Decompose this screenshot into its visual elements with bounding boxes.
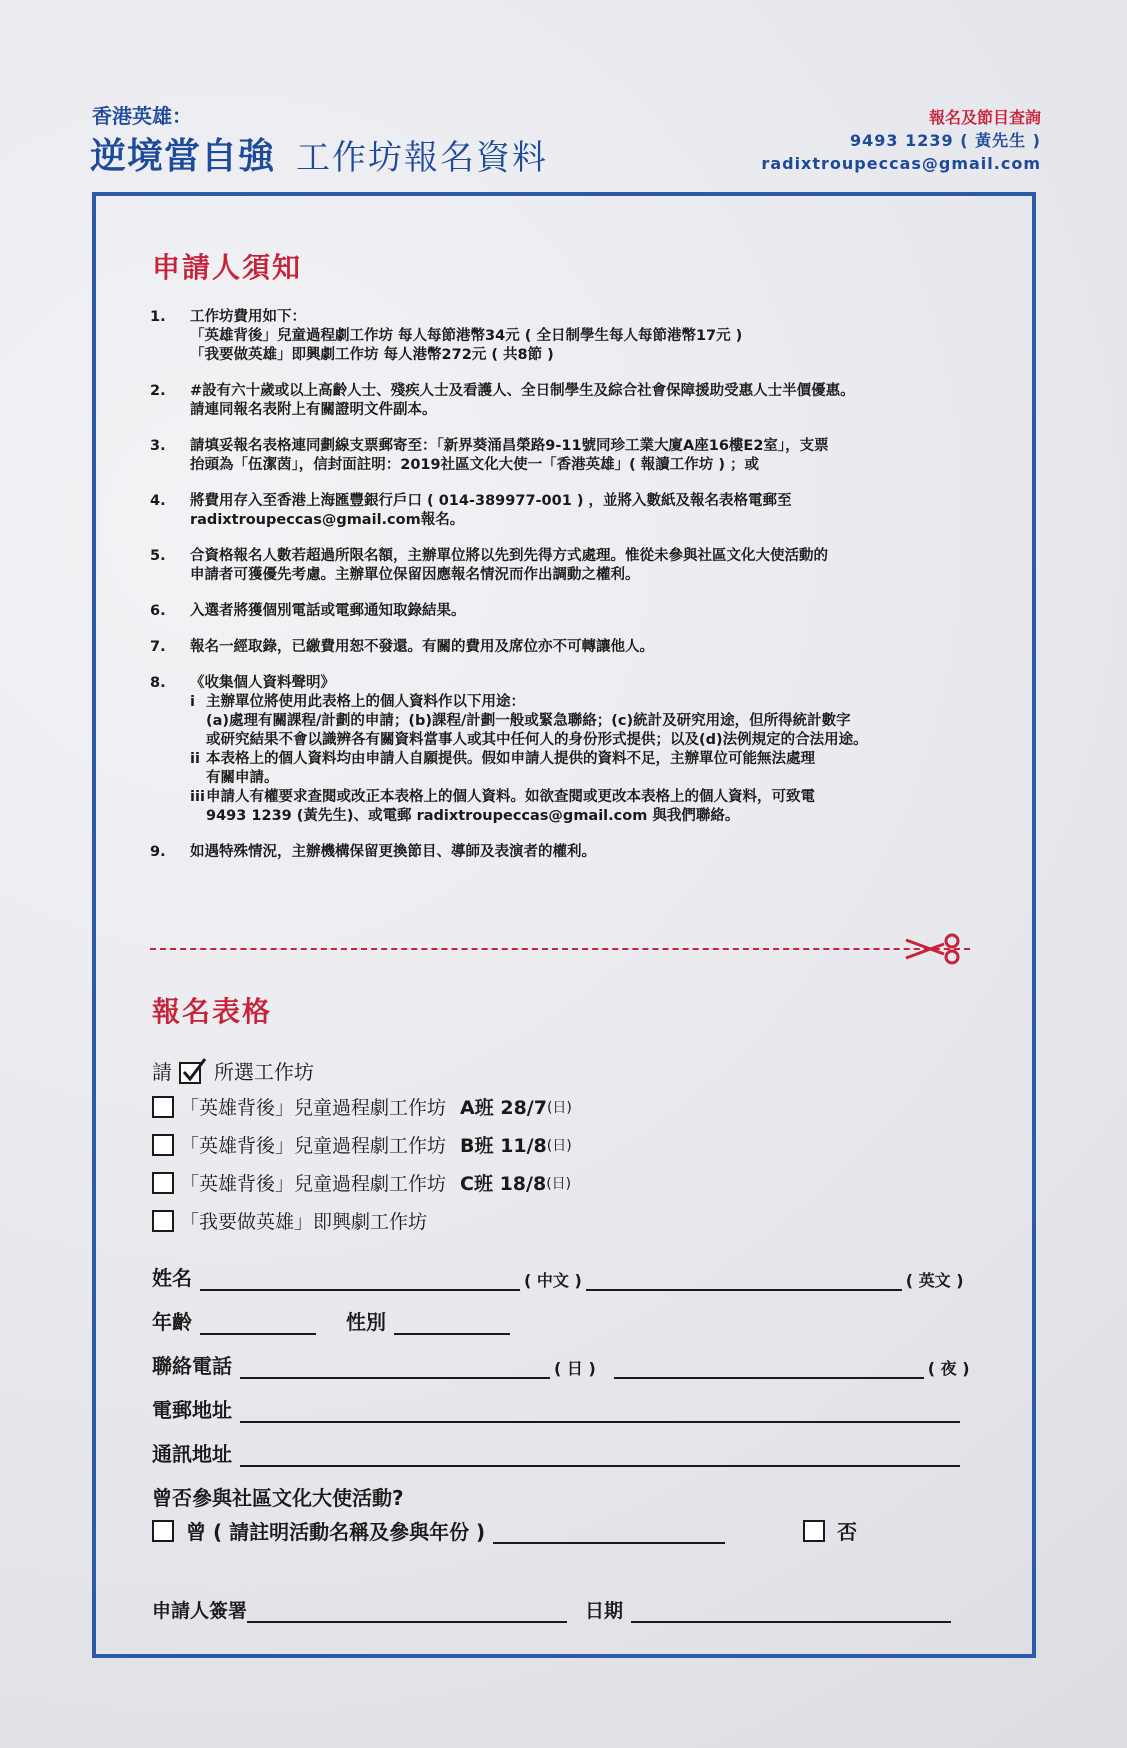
date-input[interactable]	[631, 1597, 951, 1623]
name-field	[152, 1262, 968, 1291]
workshop-name: 兒童過程劇工作坊	[294, 1173, 447, 1195]
notice-line: 請填妥報名表格連同劃線支票郵寄至：「新界葵涌昌榮路9-11號同珍工業大廈A座16樓E2室」，支票	[190, 438, 829, 454]
notice-line: 或研究結果不會以識辨各有關資料當事人或其中任何人的身份形式提供；以及(d)法例規定的合法用途。	[206, 732, 868, 748]
workshop-day: (日)	[546, 1099, 572, 1116]
contact-block	[761, 106, 1041, 175]
notice-number: 4.	[150, 493, 166, 509]
gender-input[interactable]	[394, 1309, 510, 1335]
workshop-option-c[interactable]	[152, 1169, 571, 1196]
checkbox[interactable]	[152, 1172, 174, 1194]
notice-item	[150, 382, 980, 420]
phone-field	[152, 1350, 974, 1379]
notice-number: 5.	[150, 548, 166, 564]
roman-numeral: i	[190, 694, 195, 710]
field-tag: ( 夜 )	[927, 1359, 970, 1378]
notice-line: 9493 1239 (黃先生)、或電郵 radixtroupeccas@gmail.com 與我們聯絡。	[206, 808, 740, 824]
notice-title: 申請人須知	[152, 251, 303, 284]
notice-line: 工作坊費用如下：	[190, 309, 306, 325]
notice-line: 入選者將獲個別電話或電郵通知取錄結果。	[190, 603, 466, 619]
workshop-name: 兒童過程劇工作坊	[294, 1135, 447, 1157]
phone-night-input[interactable]	[614, 1353, 924, 1379]
notice-item	[150, 638, 980, 657]
notice-number: 2.	[150, 383, 166, 399]
notice-number: 3.	[150, 438, 166, 454]
signature-row	[152, 1596, 951, 1623]
field-label: 電郵地址	[152, 1398, 232, 1422]
yes-label: 曾 ( 請註明活動名稱及參與年份 )	[186, 1520, 486, 1544]
notice-item	[150, 547, 980, 585]
field-label: 申請人簽署	[152, 1600, 248, 1622]
no-checkbox[interactable]	[803, 1520, 825, 1542]
cut-line	[150, 948, 970, 950]
form-title: 報名表格	[152, 995, 273, 1028]
contact-label: 報名及節目查詢	[928, 108, 1041, 127]
workshop-name: 即興劇工作坊	[313, 1211, 428, 1233]
address-input[interactable]	[240, 1441, 960, 1467]
workshop-class: C班 18/8	[460, 1173, 547, 1195]
notice-number: 1.	[150, 309, 166, 325]
notice-line: 申請人有權要求查閱或改正本表格上的個人資料。如欲查閱或更改本表格上的個人資料，可致電	[206, 789, 815, 805]
roman-numeral: ii	[190, 751, 200, 767]
checkbox[interactable]	[152, 1210, 174, 1232]
notice-line: 合資格報名人數若超過所限名額，主辦單位將以先到先得方式處理。惟從未參與社區文化大使活動的	[190, 548, 828, 564]
notice-line: 「我要做英雄」即興劇工作坊 每人港幣272元 ( 共8節 )	[190, 347, 554, 363]
address-field	[152, 1438, 960, 1467]
notice-line: 請連同報名表附上有關證明文件副本。	[190, 402, 437, 418]
no-label: 否	[837, 1520, 858, 1544]
yes-checkbox[interactable]	[152, 1520, 174, 1542]
field-label: 姓名	[152, 1266, 192, 1290]
workshop-quote: 「英雄背後」	[180, 1135, 295, 1157]
workshop-quote: 「我要做英雄」	[180, 1211, 314, 1233]
workshop-quote: 「英雄背後」	[180, 1173, 295, 1195]
notice-item	[150, 602, 980, 621]
notice-line: (a)處理有關課程/計劃的申請；(b)課程/計劃一般或緊急聯絡；(c)統計及研究用途，但所得統計數字	[206, 713, 851, 729]
notice-number: 7.	[150, 639, 166, 655]
privacy-statement	[150, 674, 980, 826]
notice-line: 申請者可獲優先考慮。主辦單位保留因應報名情況而作出調動之權利。	[190, 567, 640, 583]
notice-line: 抬頭為「伍潔茵」，信封面註明：2019社區文化大使一「香港英雄」( 報讀工作坊 ) ；或	[190, 457, 760, 473]
name-chinese-input[interactable]	[200, 1265, 520, 1291]
signature-input[interactable]	[247, 1597, 567, 1623]
scissors-icon	[904, 932, 964, 966]
notice-number: 6.	[150, 603, 166, 619]
notice-item	[150, 843, 980, 862]
contact-email[interactable]: radixtroupeccas@gmail.com	[761, 154, 1041, 173]
field-label: 日期	[585, 1600, 624, 1622]
email-input[interactable]	[240, 1397, 960, 1423]
header-subtitle: 香港英雄：	[92, 104, 192, 128]
instruction-text: 請	[152, 1060, 172, 1084]
field-label: 性別	[346, 1310, 386, 1334]
notice-item	[150, 437, 980, 475]
notice-line: 如遇特殊情況，主辦機構保留更換節目、導師及表演者的權利。	[190, 844, 596, 860]
roman-numeral: iii	[190, 789, 205, 805]
privacy-title: 《收集個人資料聲明》	[190, 675, 335, 691]
workshop-day: (日)	[546, 1175, 572, 1192]
instruction-text: 所選工作坊	[214, 1060, 314, 1084]
notice-line: #設有六十歲或以上高齡人士、殘疾人士及看護人、全日制學生及綜合社會保障援助受惠人士半價優惠。	[190, 383, 855, 399]
activity-input[interactable]	[493, 1518, 725, 1544]
header-title-light: 工作坊報名資料	[296, 138, 548, 178]
checkbox[interactable]	[152, 1134, 174, 1156]
notice-line: 主辦單位將使用此表格上的個人資料作以下用途：	[206, 694, 525, 710]
notice-line: radixtroupeccas@gmail.com報名。	[190, 512, 465, 528]
notice-line: 有關申請。	[206, 770, 279, 786]
field-tag: ( 中文 )	[524, 1271, 582, 1290]
notice-line: 本表格上的個人資料均由申請人自願提供。假如申請人提供的資料不足，主辦單位可能無法處理	[206, 751, 815, 767]
notice-item	[150, 492, 980, 530]
workshop-quote: 「英雄背後」	[180, 1097, 295, 1119]
checkmark-box-icon	[178, 1057, 208, 1085]
header-title: 逆境當自強	[90, 136, 276, 177]
field-label: 通訊地址	[152, 1442, 232, 1466]
field-label: 聯絡電話	[152, 1354, 232, 1378]
field-label: 年齡	[152, 1310, 192, 1334]
age-input[interactable]	[200, 1309, 316, 1335]
notice-line: 「英雄背後」兒童過程劇工作坊 每人每節港幣34元 ( 全日制學生每人每節港幣17元 )	[190, 328, 743, 344]
field-tag: ( 英文 )	[905, 1271, 964, 1290]
field-tag: ( 日 )	[554, 1359, 596, 1378]
notice-item	[150, 308, 980, 365]
contact-phone: 9493 1239 ( 黃先生 )	[850, 131, 1041, 150]
participation-question	[152, 1482, 404, 1511]
workshop-name: 兒童過程劇工作坊	[294, 1097, 447, 1119]
workshop-option-improv[interactable]	[152, 1207, 427, 1234]
notice-number: 9.	[150, 844, 166, 860]
notice-list	[150, 308, 980, 879]
phone-day-input[interactable]	[240, 1353, 550, 1379]
checkbox[interactable]	[152, 1096, 174, 1118]
name-english-input[interactable]	[586, 1265, 902, 1291]
notice-line: 報名一經取錄，已繳費用恕不發還。有關的費用及席位亦不可轉讓他人。	[190, 639, 654, 655]
notice-number: 8.	[150, 675, 166, 691]
participation-options	[152, 1516, 857, 1545]
question-text: 曾否參與社區文化大使活動?	[152, 1486, 404, 1510]
workshop-day: (日)	[546, 1137, 572, 1154]
email-field	[152, 1394, 960, 1423]
workshop-class: B班 11/8	[460, 1135, 547, 1157]
workshop-option-a[interactable]	[152, 1093, 572, 1120]
workshop-option-b[interactable]	[152, 1131, 572, 1158]
age-gender-field	[152, 1306, 510, 1335]
notice-line: 將費用存入至香港上海匯豐銀行戶口 ( 014-389977-001 ) ，並將入數紙及報名表格電郵至	[190, 493, 792, 509]
workshop-select-instruction	[152, 1056, 314, 1085]
workshop-class: A班 28/7	[460, 1097, 547, 1119]
